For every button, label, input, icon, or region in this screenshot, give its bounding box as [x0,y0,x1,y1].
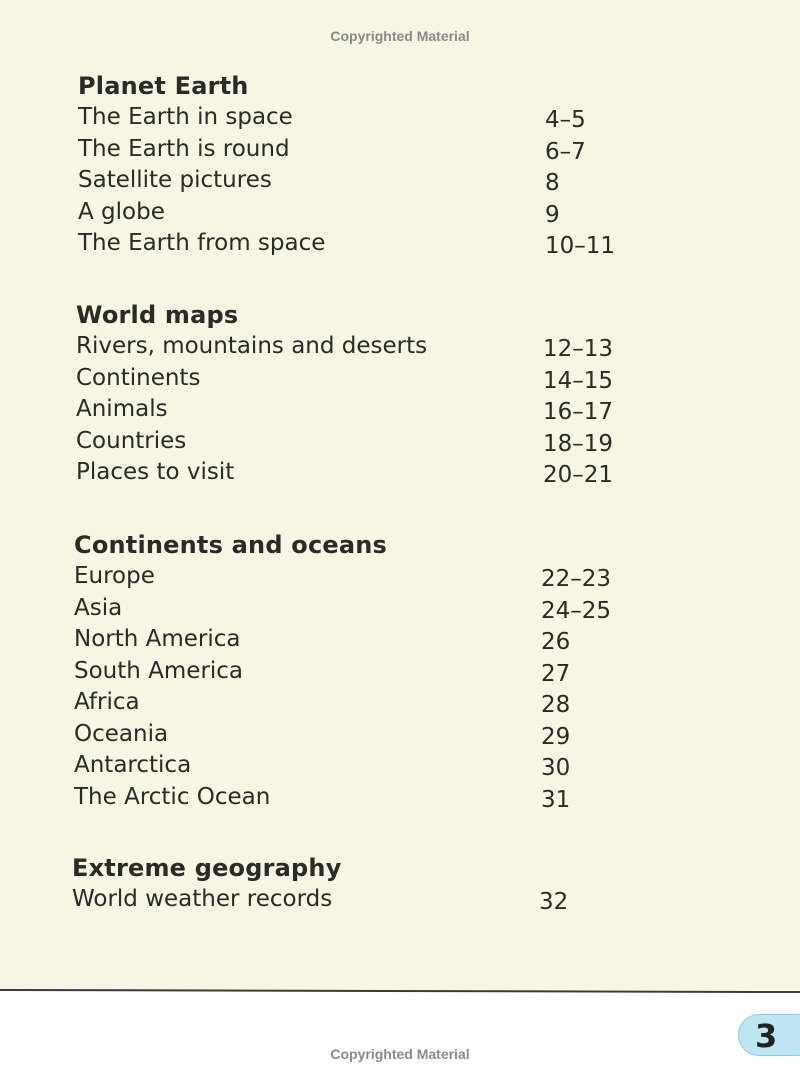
toc-section [74,529,612,813]
toc-section [78,70,616,260]
entry-page-range: 9 [545,201,560,228]
entry-page-range: 6–7 [545,138,586,165]
toc-entry [76,394,614,426]
toc-entry [76,457,614,489]
entry-title: World weather records [72,886,333,912]
section-heading: Planet Earth [78,72,249,100]
toc-entry [76,331,614,363]
toc-entry [74,750,571,782]
entry-title: A globe [78,198,165,225]
entry-title: Continents [76,364,201,391]
toc-entry [74,561,612,593]
entry-page-range: 29 [541,723,571,750]
entry-page-range: 28 [541,692,571,718]
toc-entry [74,782,571,814]
entry-title: The Earth from space [78,230,326,256]
section-heading: Continents and oceans [74,531,388,559]
toc-entry [76,426,614,458]
copyright-notice-bottom: Copyrighted Material [330,1046,470,1062]
entry-page-range: 8 [545,170,560,196]
entry-page-range: 4–5 [545,107,586,133]
entry-page-range: 24–25 [541,597,612,624]
toc-entry [74,624,571,656]
entry-title: The Earth is round [78,135,290,162]
entry-title: Countries [76,427,187,454]
entry-page-range: 31 [541,786,571,813]
section-heading: Extreme geography [72,854,342,882]
entry-title: South America [74,657,244,684]
entry-page-range: 14–15 [543,367,614,394]
page-number: 3 [755,1017,778,1055]
toc-entry [78,197,560,229]
toc-entry [72,884,569,916]
entry-title: The Arctic Ocean [74,783,271,810]
entry-page-range: 12–13 [543,336,614,362]
toc-entry [74,656,571,688]
entry-page-range: 10–11 [545,233,616,259]
entry-title: Satellite pictures [78,167,272,193]
entry-page-range: 18–19 [543,430,614,457]
toc-entry [78,165,560,197]
entry-page-range: 32 [539,889,569,915]
entry-title: Rivers, mountains and deserts [76,333,428,359]
toc-section [76,299,614,489]
entry-page-range: 26 [541,629,571,655]
entry-title: Europe [74,563,155,589]
entry-page-range: 22–23 [541,566,612,592]
entry-title: Animals [76,396,168,422]
toc-entry [78,102,586,134]
entry-title: The Earth in space [78,104,293,130]
toc-entry [74,719,571,751]
entry-title: North America [74,626,241,652]
toc-entry [74,687,571,719]
entry-title: Places to visit [76,459,235,485]
entry-title: Africa [74,689,140,715]
entry-title: Oceania [74,720,169,747]
section-heading: World maps [76,301,239,329]
toc-entry [78,134,586,166]
copyright-notice-top: Copyrighted Material [330,28,470,44]
entry-page-range: 16–17 [543,399,614,425]
entry-title: Asia [74,594,123,621]
entry-page-range: 27 [541,660,571,687]
toc-section [72,852,569,916]
toc-entry [74,593,612,625]
toc-entry [78,228,616,260]
entry-page-range: 20–21 [543,462,614,488]
entry-page-range: 30 [541,755,571,781]
toc-entry [76,363,614,395]
entry-title: Antarctica [74,752,192,778]
